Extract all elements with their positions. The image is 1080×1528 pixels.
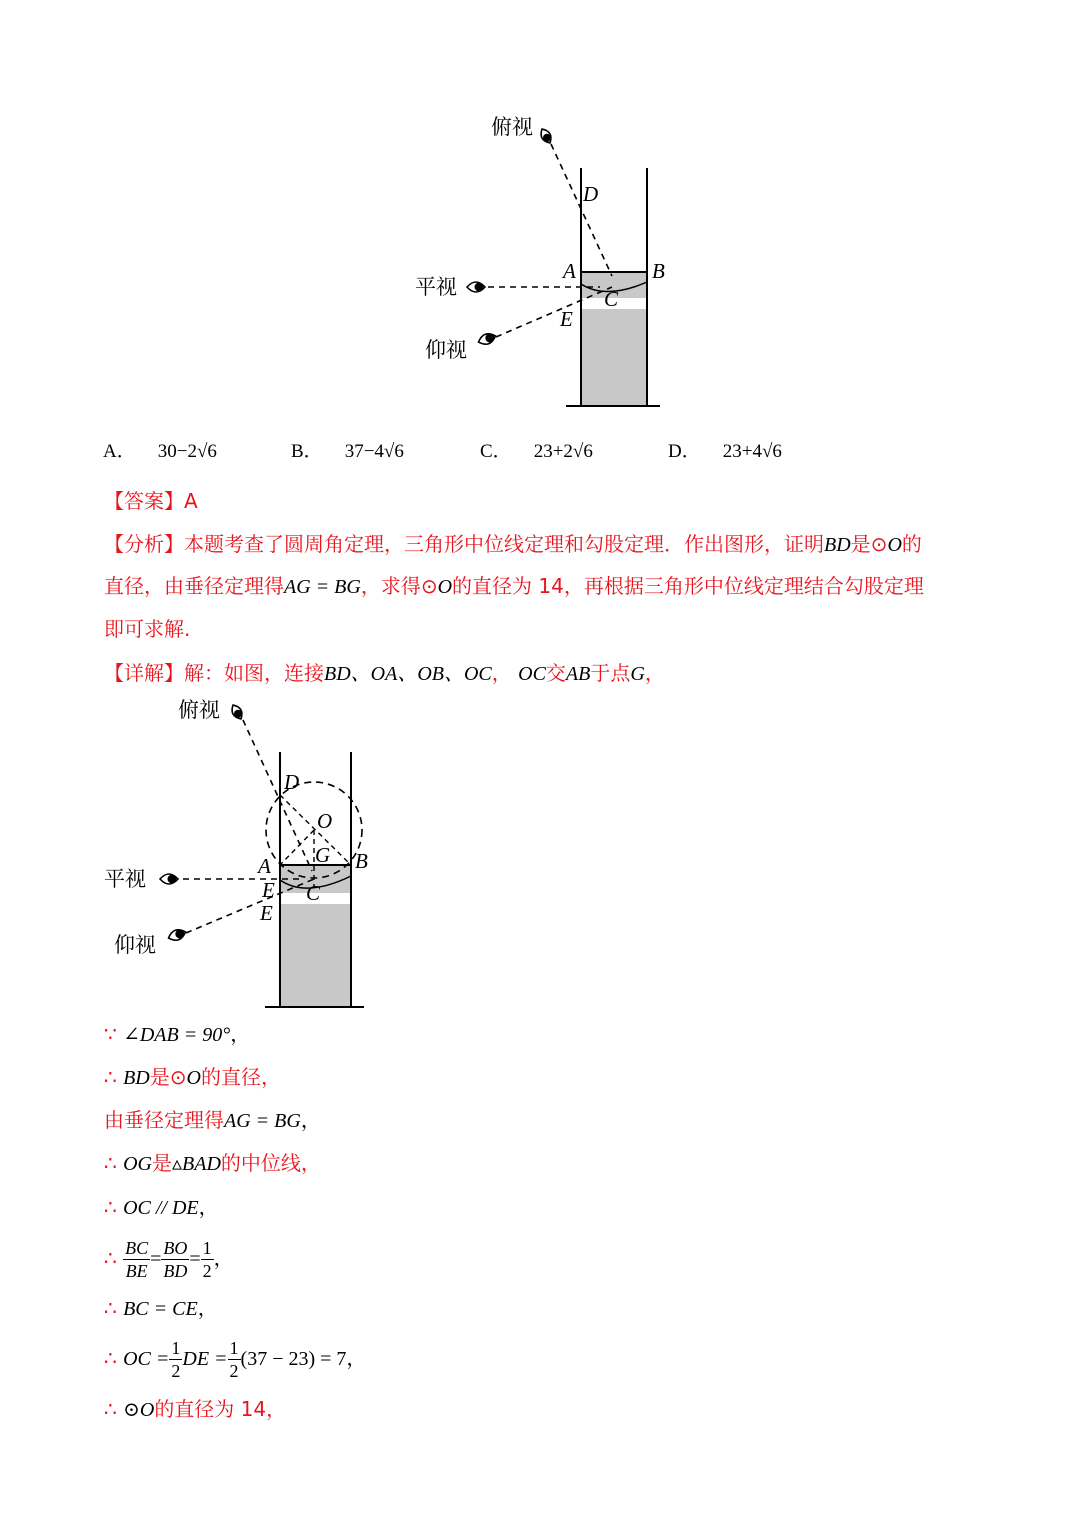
math-bc-ce: BC = CE xyxy=(123,1298,198,1320)
analysis-line-1 xyxy=(104,529,922,560)
option-c[interactable]: C． 23+2√6 xyxy=(480,441,593,462)
step-1 xyxy=(104,1019,250,1050)
step-3-text: 由垂径定理得 xyxy=(104,1108,224,1132)
detail-text-a: 解：如图，连接 xyxy=(184,661,324,685)
label-level-view: 平视 xyxy=(104,867,146,891)
point-A: A xyxy=(258,854,271,878)
step-9 xyxy=(104,1394,286,1425)
detail-text-d: 于点 xyxy=(590,661,631,685)
fraction-bc-be xyxy=(123,1237,150,1282)
point-E-upper: E xyxy=(262,878,275,902)
fraction-bo-bd xyxy=(161,1237,189,1282)
point-G: G xyxy=(315,843,331,867)
label-bottom-view: 仰视 xyxy=(425,338,467,362)
math-o: O xyxy=(139,1399,155,1421)
point-O: O xyxy=(317,809,333,833)
step-9-text: 的直径为 14， xyxy=(154,1397,287,1421)
analysis-text-1b: 是⊙ xyxy=(850,532,888,556)
sight-line-top xyxy=(243,720,312,871)
numerator: 1 xyxy=(171,1338,181,1358)
math-oc-eq: OC = xyxy=(123,1348,170,1370)
math-result: (37 − 23) = 7 xyxy=(240,1348,347,1370)
therefore-symbol: ∴ xyxy=(104,1195,117,1219)
step-8 xyxy=(104,1332,366,1385)
punct: ， xyxy=(300,1110,321,1132)
analysis-text-1c: 的 xyxy=(901,532,922,556)
math-o: O xyxy=(186,1067,201,1089)
math-o: O xyxy=(887,534,902,556)
point-E: E xyxy=(560,307,573,331)
detail-tag: 【详解】 xyxy=(104,661,184,685)
math-ab: AB xyxy=(565,663,591,685)
figure-cylinder-views xyxy=(0,0,1080,420)
point-E-lower: E xyxy=(260,901,273,925)
eye-icon-level xyxy=(467,282,485,292)
math-oc-parallel-de: OC // DE xyxy=(123,1197,199,1219)
math-o: O xyxy=(437,576,453,598)
label-level-view: 平视 xyxy=(415,275,457,299)
label-top-view: 俯视 xyxy=(491,115,533,139)
step-4-text-b: 的中位线， xyxy=(220,1151,321,1175)
detail-intro xyxy=(104,658,665,689)
point-B: B xyxy=(355,849,368,873)
point-C: C xyxy=(604,287,619,311)
fraction-one-half xyxy=(169,1337,182,1382)
therefore-symbol: ∴ xyxy=(104,1397,117,1421)
option-d[interactable]: D． 23+4√6 xyxy=(668,441,782,462)
equals: = xyxy=(189,1248,201,1270)
analysis-text-1a: 本题考查了圆周角定理，三角形中位线定理和勾股定理．作出图形，证明 xyxy=(184,532,824,556)
math-de-eq: DE = xyxy=(182,1348,228,1370)
detail-text-b: ， xyxy=(491,661,512,685)
punct: ， xyxy=(213,1248,234,1270)
detail-text-e: ， xyxy=(644,661,665,685)
math-angle-dab: ∠DAB = 90° xyxy=(123,1024,231,1046)
label-top-view: 俯视 xyxy=(178,698,220,722)
analysis-text-2a: 直径，由垂径定理得 xyxy=(104,574,284,598)
eye-icon-top xyxy=(538,127,554,145)
point-D: D xyxy=(583,182,599,206)
step-2-text-b: 的直径， xyxy=(200,1065,281,1089)
math-g: G xyxy=(630,663,645,685)
numerator: BO xyxy=(163,1238,188,1258)
water-lower xyxy=(581,309,647,406)
numerator: 1 xyxy=(202,1238,212,1258)
segment-OA xyxy=(280,830,314,865)
analysis-tag: 【分析】 xyxy=(104,532,184,556)
math-ag-bg: AG = BG xyxy=(284,576,361,598)
option-b[interactable]: B． 37−4√6 xyxy=(291,441,404,462)
eye-icon-top xyxy=(229,703,245,721)
denominator: BD xyxy=(163,1261,188,1281)
eye-icon-bottom xyxy=(477,331,497,347)
punct: ， xyxy=(346,1348,367,1370)
equals: = xyxy=(150,1248,162,1270)
detail-text-c: 交 xyxy=(545,661,566,685)
punct: ， xyxy=(198,1197,219,1219)
denominator: 2 xyxy=(229,1361,239,1381)
therefore-symbol: ∴ xyxy=(104,1346,117,1370)
denominator: BE xyxy=(125,1261,148,1281)
numerator: 1 xyxy=(229,1338,239,1358)
step-4 xyxy=(104,1148,321,1179)
fraction-one-half xyxy=(201,1237,214,1282)
analysis-text-3: 即可求解. xyxy=(104,617,191,641)
numerator: BC xyxy=(125,1238,149,1258)
answer-value: A xyxy=(184,489,198,513)
math-bd: BD xyxy=(824,534,851,556)
analysis-text-2b: ，求得⊙ xyxy=(360,574,438,598)
step-3 xyxy=(104,1105,321,1136)
fraction-one-half xyxy=(228,1337,241,1382)
math-og: OG xyxy=(123,1153,152,1175)
point-B: B xyxy=(652,259,665,283)
because-symbol: ∵ xyxy=(104,1022,117,1046)
therefore-symbol: ∴ xyxy=(104,1296,117,1320)
water-lower xyxy=(280,904,351,1007)
denominator: 2 xyxy=(171,1361,181,1381)
punct: ， xyxy=(197,1298,218,1320)
step-2-text-a: 是⊙ xyxy=(149,1065,187,1089)
analysis-line-2 xyxy=(104,571,924,602)
answer-line xyxy=(104,486,198,516)
point-C: C xyxy=(306,881,321,905)
step-6 xyxy=(104,1232,234,1285)
denominator: 2 xyxy=(202,1261,212,1281)
circle-symbol: ⊙ xyxy=(123,1399,140,1421)
math-segments: BD、OA、OB、OC xyxy=(324,663,492,685)
math-triangle-bad: ▵BAD xyxy=(171,1153,221,1175)
answer-options xyxy=(103,436,1003,466)
eye-icon-level xyxy=(160,874,178,884)
math-bd: BD xyxy=(123,1067,150,1089)
therefore-symbol: ∴ xyxy=(104,1151,117,1175)
point-A: A xyxy=(563,259,576,283)
punct: ， xyxy=(230,1024,251,1046)
figure-solution xyxy=(0,690,560,1020)
option-a[interactable]: A． 30−2√6 xyxy=(103,441,217,462)
answer-tag: 【答案】 xyxy=(104,489,184,513)
point-D: D xyxy=(284,770,300,794)
eye-icon-bottom xyxy=(167,927,187,943)
analysis-line-3 xyxy=(104,614,190,644)
analysis-text-2c: 的直径为 14，再根据三角形中位线定理结合勾股定理 xyxy=(452,574,924,598)
step-5 xyxy=(104,1192,219,1223)
label-bottom-view: 仰视 xyxy=(114,933,156,957)
therefore-symbol: ∴ xyxy=(104,1065,117,1089)
step-7 xyxy=(104,1293,218,1324)
step-4-text-a: 是 xyxy=(151,1151,172,1175)
math-oc: OC xyxy=(518,663,546,685)
math-ag-bg: AG = BG xyxy=(224,1110,301,1132)
step-2 xyxy=(104,1062,281,1093)
therefore-symbol: ∴ xyxy=(104,1246,117,1270)
